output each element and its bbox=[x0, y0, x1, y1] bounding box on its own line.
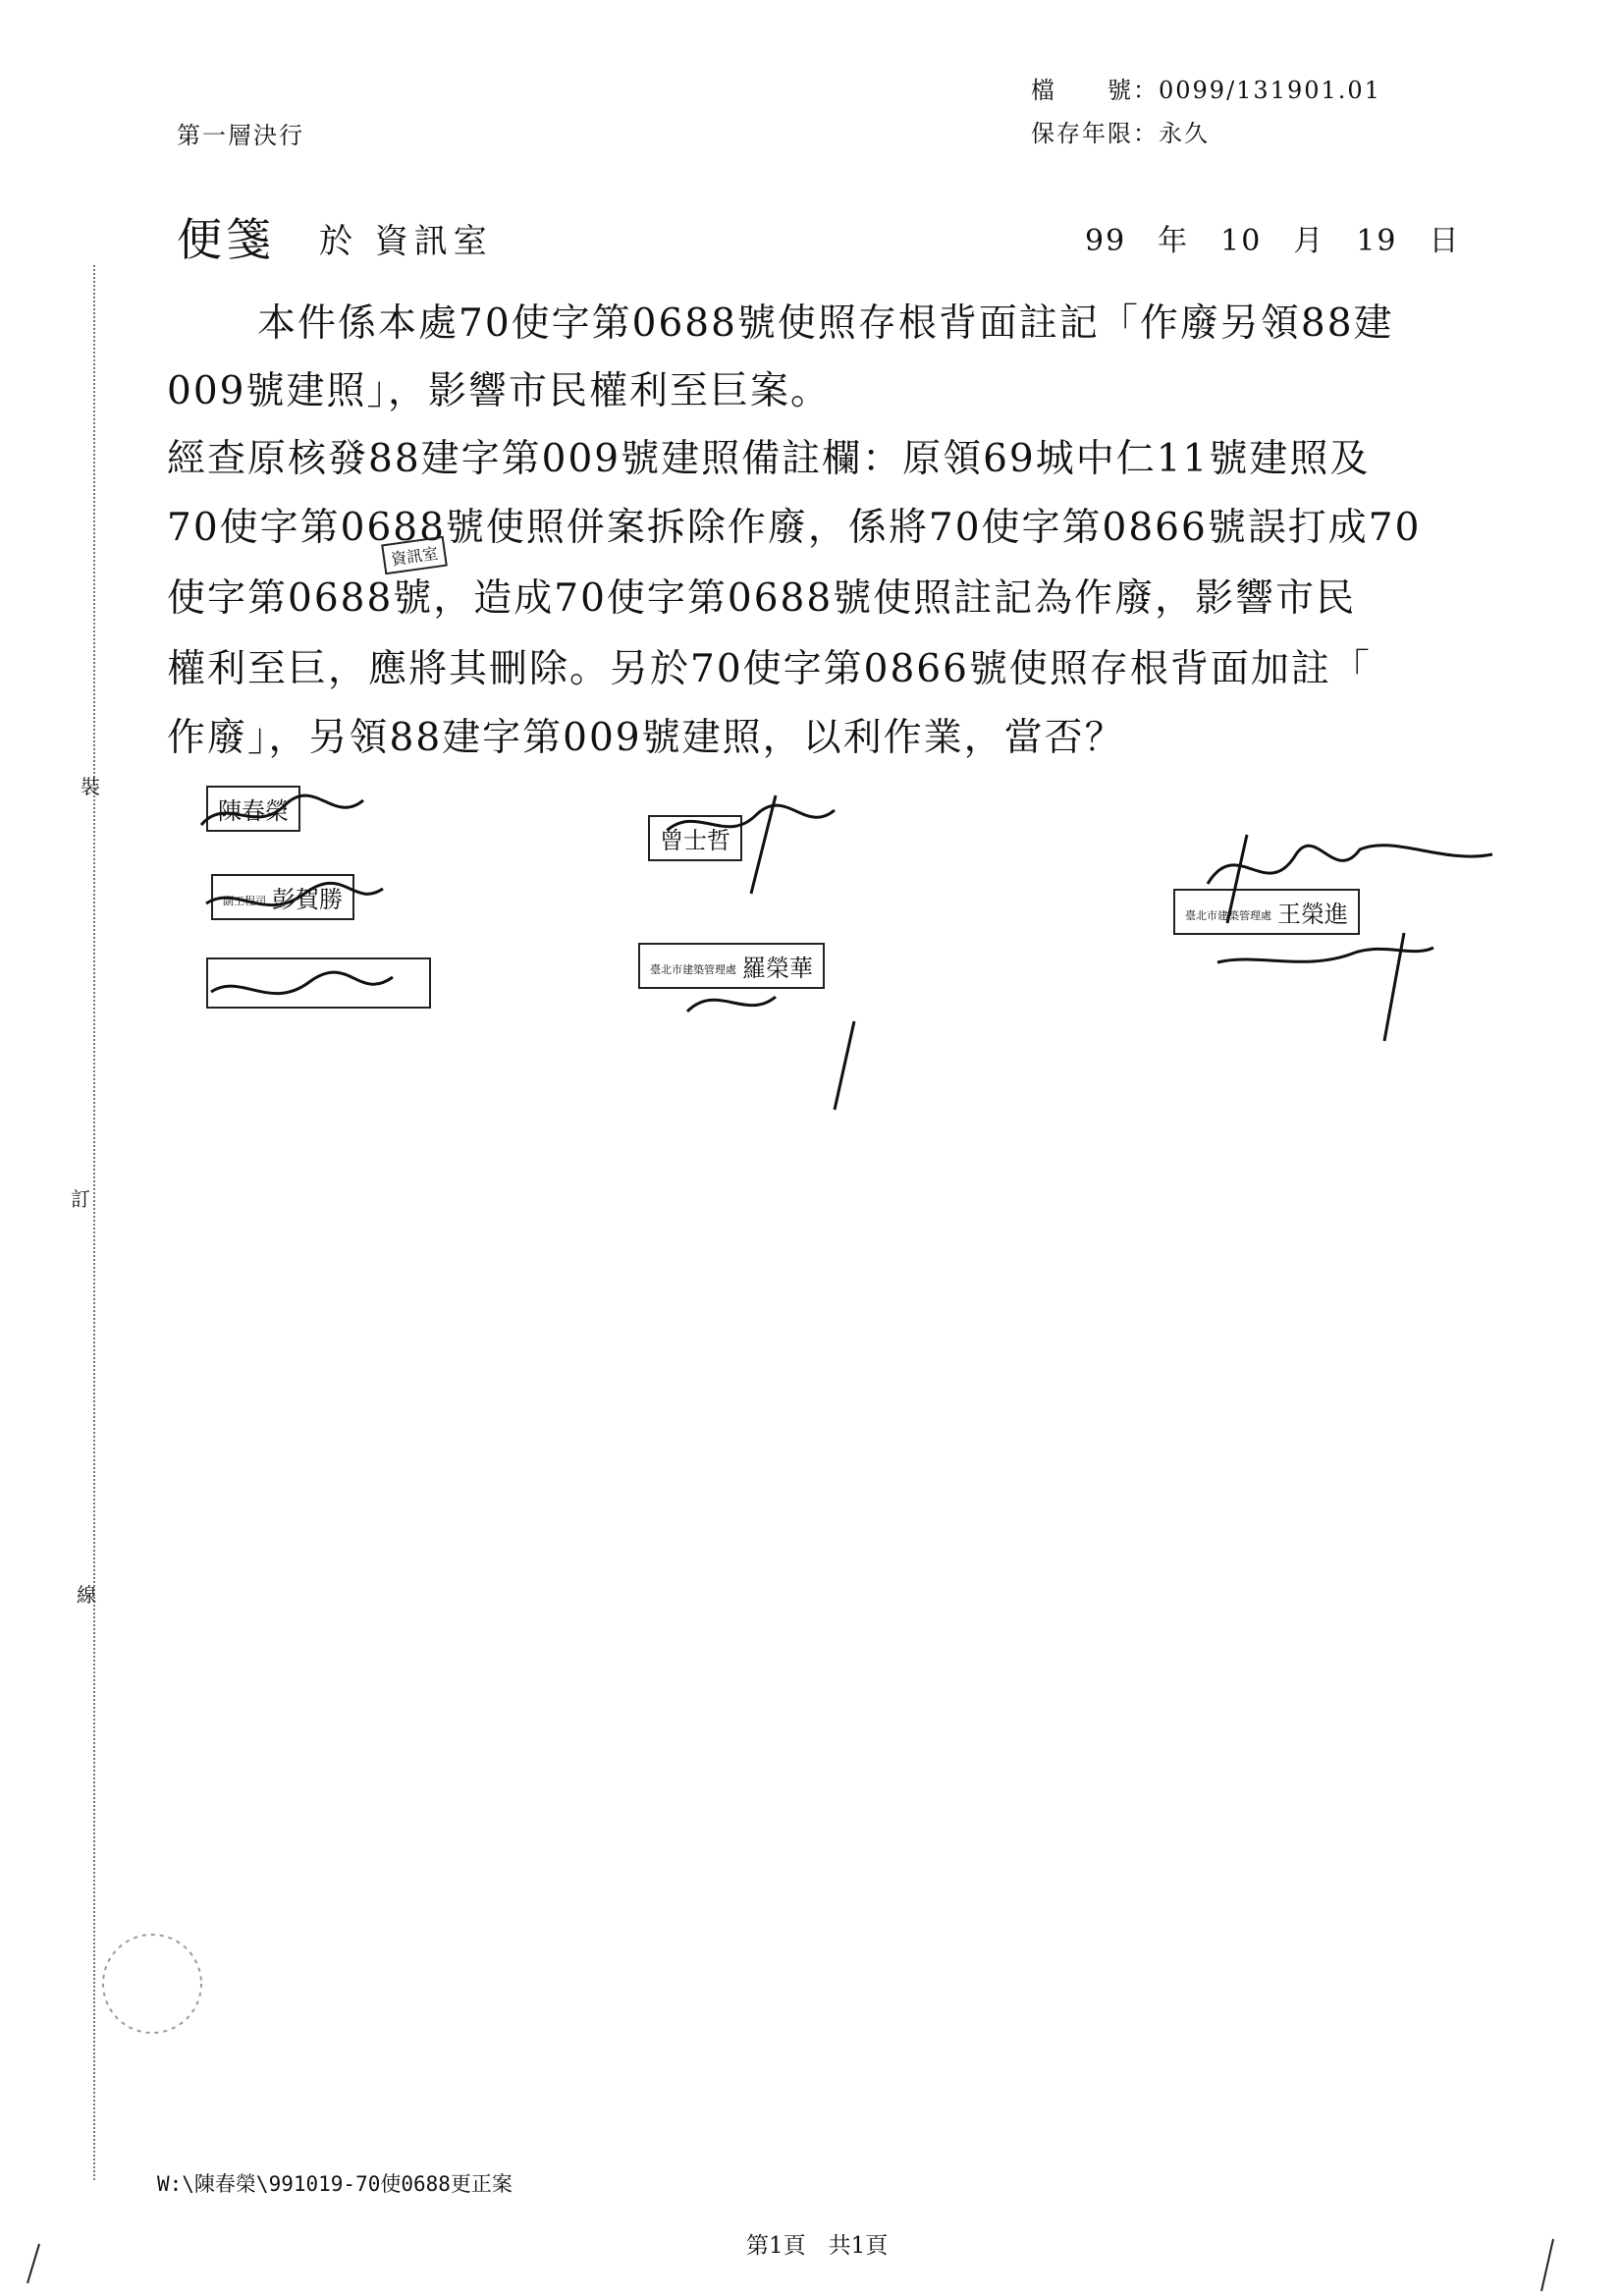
handwritten-initials-left bbox=[196, 786, 442, 1041]
seal-chen-chunrong-text: 陳春榮 bbox=[218, 797, 289, 825]
seal-luo-title: 臺北市建築管理處 bbox=[650, 962, 736, 976]
file-number-label: 檔 號： bbox=[1031, 77, 1159, 104]
seal-peng-title: 副工程司 bbox=[223, 894, 266, 907]
memo-location: 於 資訊室 bbox=[319, 222, 493, 261]
seal-zeng-shizhe-text: 曾士哲 bbox=[660, 827, 730, 854]
scan-edge-mark-left bbox=[20, 2239, 49, 2288]
footer-page-number: 第1頁 共1頁 bbox=[746, 2233, 889, 2259]
binding-margin-line bbox=[93, 265, 95, 2180]
binding-mark-ding: 訂 bbox=[71, 1187, 90, 1211]
seal-wang-title: 臺北市建築管理處 bbox=[1185, 908, 1271, 922]
body-line-2: 009號建照」，影響市民權利至巨案。 bbox=[167, 369, 831, 413]
file-number bbox=[1031, 71, 1381, 105]
binding-mark-zhuang: 裝 bbox=[81, 775, 100, 798]
body-line-3: 經查原核發88建字第009號建照備註欄：原領69城中仁11號建照及 bbox=[167, 437, 1371, 481]
body-line-4: 70使字第0688號使照併案拆除作廢，係將70使字第0866號誤打成70 bbox=[167, 506, 1422, 550]
decision-level: 第一層決行 bbox=[177, 122, 304, 149]
file-number-value: 0099/131901.01 bbox=[1159, 77, 1381, 104]
seal-wang-rongjin-text: 王榮進 bbox=[1277, 901, 1348, 928]
handwritten-initials-middle bbox=[658, 786, 874, 1120]
retention-period bbox=[1031, 114, 1210, 148]
handwritten-signature-right bbox=[1188, 815, 1512, 1051]
faint-circular-seal bbox=[93, 1925, 211, 2043]
body-line-6: 權利至巨，應將其刪除。另於70使字第0866號使照存根背面加註「 bbox=[167, 647, 1372, 691]
binding-mark-xian: 線 bbox=[77, 1583, 96, 1607]
memo-title: 便箋 bbox=[177, 213, 275, 266]
info-room-stamp-text: 資訊室 bbox=[390, 543, 440, 570]
scan-edge-mark-right bbox=[1532, 2234, 1561, 2293]
retention-value: 永久 bbox=[1159, 120, 1210, 147]
seal-luo-ronghua-text: 羅榮華 bbox=[742, 955, 813, 982]
body-line-7: 作廢」，另領88建字第009號建照，以利作業，當否？ bbox=[167, 716, 1125, 760]
seal-peng-hesheng-text: 彭賀勝 bbox=[272, 886, 343, 913]
retention-label: 保存年限： bbox=[1031, 120, 1159, 147]
memo-date: 99 年 10 月 19 日 bbox=[1085, 224, 1461, 258]
footer-file-path: W:\陳春榮\991019-70使0688更正案 bbox=[157, 2172, 513, 2196]
body-line-5: 使字第0688號，造成70使字第0688號使照註記為作廢，影響市民 bbox=[167, 576, 1357, 621]
body-line-1: 本件係本處70使字第0688號使照存根背面註記「作廢另領88建 bbox=[257, 301, 1394, 346]
